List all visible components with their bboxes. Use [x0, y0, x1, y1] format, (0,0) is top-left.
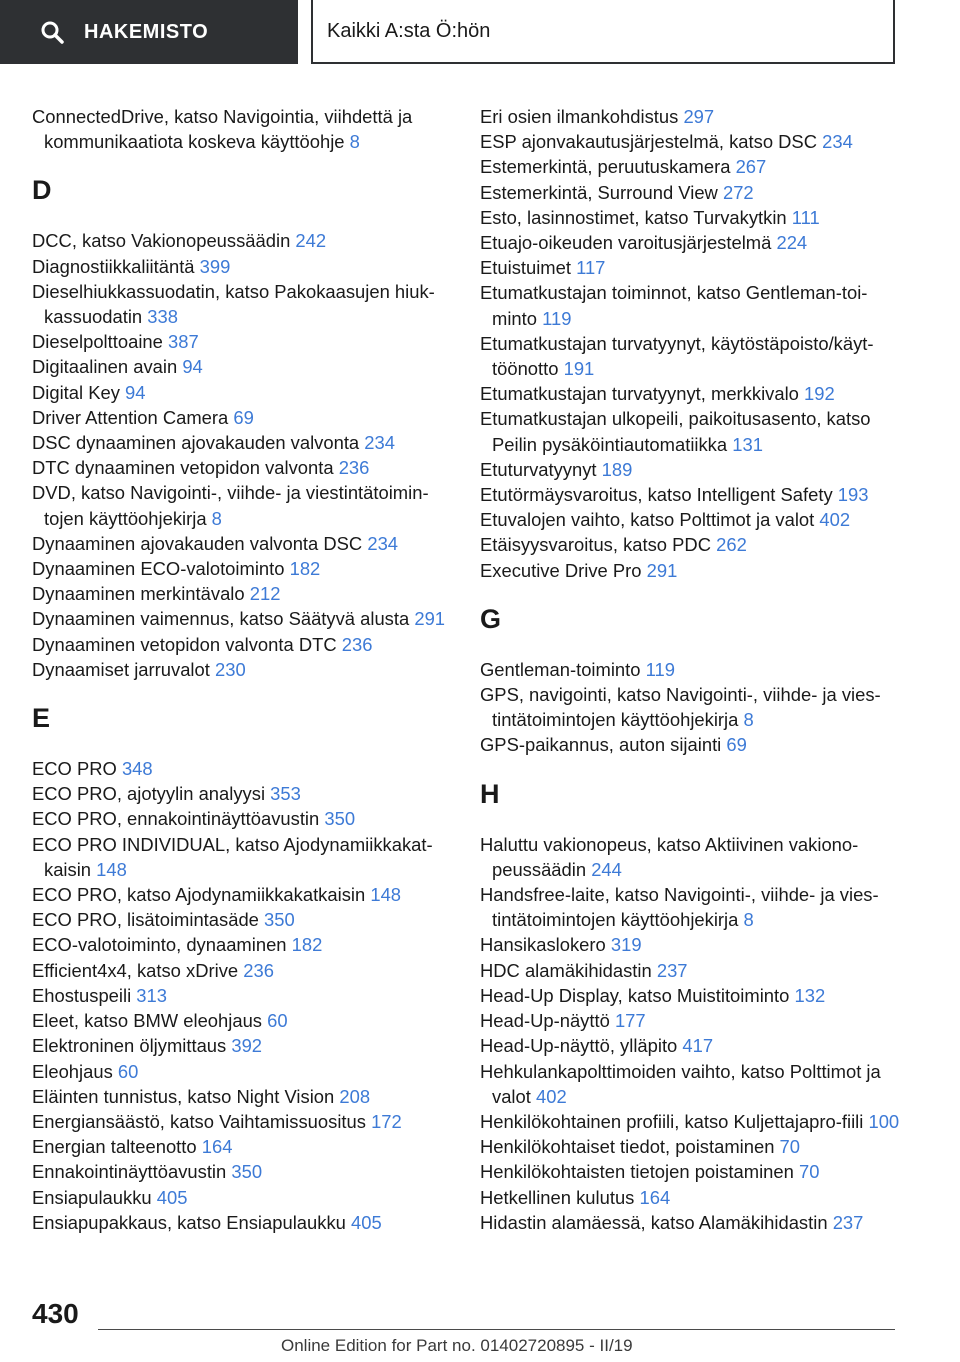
index-entry-text: Hansikaslokero: [480, 934, 606, 956]
index-entry-text: Eri osien ilmankohdistus: [480, 106, 679, 127]
index-entry-text: Dynaaminen ECO-valotoiminto: [32, 558, 285, 580]
index-entry: [32, 1109, 462, 1134]
index-entry: [32, 430, 462, 455]
index-entry: [480, 457, 900, 482]
index-entry-text: Eleohjaus: [32, 1060, 113, 1082]
page-link[interactable]: 182: [289, 558, 321, 580]
index-entry-text: ECO PRO, ajotyylin analyysi: [32, 783, 266, 805]
page-link[interactable]: 267: [735, 156, 767, 178]
page-link[interactable]: 164: [201, 1136, 233, 1158]
page-link[interactable]: 177: [614, 1010, 646, 1032]
index-column-left: [32, 104, 462, 1235]
index-entry-text: Etuturvatyynyt: [480, 458, 597, 480]
index-entry-text: Henkilökohtaiset tiedot, poistaminen: [480, 1136, 775, 1158]
index-entry: [480, 255, 900, 280]
index-entry: [480, 1059, 900, 1109]
index-entry-text: Elektroninen öljymittaus: [32, 1035, 227, 1057]
index-entry-text: Executive Drive Pro: [480, 559, 642, 581]
page-number: 430: [32, 1298, 79, 1329]
index-entry-text: Digitaalinen avain: [32, 356, 178, 378]
index-entry-text: Ensiapulaukku: [32, 1186, 152, 1208]
page-link[interactable]: 60: [267, 1010, 288, 1032]
index-entry: [480, 280, 900, 330]
index-entry: [32, 556, 462, 581]
index-entry-text: Handsfree-laite, katso Navigointi-, viihde- ja vies-tintätoimintojen käyttöohjekirja: [480, 884, 879, 931]
page-link[interactable]: 392: [231, 1035, 263, 1057]
index-column-right: [480, 104, 900, 1235]
page-link[interactable]: 319: [610, 934, 642, 956]
page-link[interactable]: 208: [339, 1085, 371, 1107]
index-entry-text: Dynaamiset jarruvalot: [32, 658, 210, 680]
index-entry: [32, 1134, 462, 1159]
page-link[interactable]: 117: [576, 257, 606, 279]
index-entry-text: HDC alamäkihidastin: [480, 959, 652, 981]
index-entry-text: Estemerkintä, peruutuskamera: [480, 156, 731, 178]
index-entry-text: ECO PRO: [32, 758, 117, 780]
page-link[interactable]: 193: [837, 484, 869, 506]
page-link[interactable]: 172: [371, 1110, 402, 1132]
index-entry-text: Dieselpolttoaine: [32, 331, 163, 353]
page-link[interactable]: 244: [591, 858, 622, 880]
index-entry: [480, 958, 900, 983]
index-entry-text: Head-Up-näyttö, ylläpito: [480, 1035, 678, 1057]
index-entry: [480, 1033, 900, 1058]
index-entry-text: Head-Up Display, katso Muistitoiminto: [480, 984, 790, 1006]
page-link[interactable]: 212: [249, 583, 281, 605]
index-entry: [32, 781, 462, 806]
index-entry-text: Hetkellinen kulutus: [480, 1186, 635, 1208]
page-link[interactable]: 132: [794, 984, 826, 1006]
index-entry: [32, 806, 462, 831]
index-entry: [480, 657, 900, 682]
index-entry: [32, 932, 462, 957]
index-entry: [32, 907, 462, 932]
page-link[interactable]: 350: [231, 1161, 263, 1183]
index-entry: [32, 1185, 462, 1210]
page-link[interactable]: 60: [117, 1060, 139, 1082]
page-link[interactable]: 70: [779, 1136, 801, 1158]
index-entry-text: ECO PRO INDIVIDUAL, katso Ajodynamiikkakat-kaisin: [32, 833, 433, 880]
page-link[interactable]: 237: [656, 959, 688, 981]
index-entry: [480, 180, 900, 205]
index-entry: [480, 1185, 900, 1210]
index-entry: [480, 1159, 900, 1184]
page-link[interactable]: 297: [683, 106, 715, 127]
index-entry: [32, 1033, 462, 1058]
index-entry-text: Driver Attention Camera: [32, 406, 229, 428]
page-link[interactable]: 224: [776, 232, 808, 254]
index-entry: [480, 482, 900, 507]
page-link[interactable]: 236: [338, 457, 370, 479]
index-entry-text: DCC, katso Vakionopeussäädin: [32, 230, 291, 252]
page-link[interactable]: 338: [147, 306, 178, 328]
index-letter-heading: H: [480, 778, 500, 809]
index-entry: [32, 581, 462, 606]
page-link[interactable]: 291: [414, 608, 446, 630]
page-link[interactable]: 70: [798, 1161, 820, 1183]
page-link[interactable]: 236: [243, 959, 274, 981]
index-entry-text: Esto, lasinnostimet, katso Turvakytkin: [480, 206, 787, 228]
index-entry: [32, 1159, 462, 1184]
index-entry-text: GPS, navigointi, katso Navigointi-, viihde- ja vies-tintätoimintojen käyttöohjekirja: [480, 684, 881, 731]
index-entry: [480, 832, 900, 882]
index-entry-text: Etäisyysvaroitus, katso PDC: [480, 534, 711, 556]
page-link[interactable]: 399: [199, 255, 231, 277]
index-entry-text: Henkilökohtainen profiili, katso Kuljettajapro-fiili: [480, 1110, 864, 1132]
index-entry-text: Diagnostiikkaliitäntä: [32, 255, 195, 277]
index-entry: [32, 1084, 462, 1109]
index-entry: [32, 455, 462, 480]
index-entry: [480, 406, 900, 456]
index-entry-text: Hehkulankapolttimoiden vaihto, katso Polttimot ja valot: [480, 1060, 881, 1107]
page-link[interactable]: 237: [832, 1211, 864, 1233]
index-entry-text: Dynaaminen merkintävalo: [32, 583, 245, 605]
page-link[interactable]: 8: [743, 909, 754, 931]
index-entry-text: Dynaaminen vaimennus, katso Säätyvä alusta: [32, 608, 410, 630]
page-link[interactable]: 8: [743, 709, 754, 731]
index-entry-text: Hidastin alamäessä, katso Alamäkihidastin: [480, 1211, 828, 1233]
index-entry: [480, 1134, 900, 1159]
index-entry: [32, 606, 462, 631]
index-entry: [480, 532, 900, 557]
page-link[interactable]: 313: [136, 984, 167, 1006]
page-link[interactable]: 405: [156, 1186, 188, 1208]
page-link[interactable]: 191: [563, 358, 595, 380]
index-entry: [480, 230, 900, 255]
page-link[interactable]: 417: [682, 1035, 714, 1057]
page-link[interactable]: 192: [804, 383, 835, 405]
page-link[interactable]: 291: [646, 559, 678, 581]
index-entry-text: Dynaaminen ajovakauden valvonta DSC: [32, 532, 363, 554]
index-entry-text: Energiansäästö, katso Vaihtamissuositus: [32, 1110, 366, 1132]
index-entry: [32, 657, 462, 682]
page-link[interactable]: 189: [601, 458, 633, 480]
index-entry: [480, 129, 900, 154]
index-entry-text: ECO PRO, katso Ajodynamiikkakatkaisin: [32, 884, 366, 906]
index-entry: [480, 932, 900, 957]
page-link[interactable]: 69: [726, 734, 747, 756]
index-entry-text: Dynaaminen vetopidon valvonta DTC: [32, 633, 337, 655]
index-entry: [32, 279, 462, 329]
page-link[interactable]: 234: [364, 432, 395, 454]
index-entry-text: Dieselhiukkassuodatin, katso Pakokaasujen hiuk-kassuodatin: [32, 280, 435, 328]
page-link[interactable]: 234: [367, 532, 399, 554]
page-link[interactable]: 272: [722, 181, 754, 203]
page-link[interactable]: 182: [291, 934, 323, 956]
index-entry-text: Etumatkustajan turvatyynyt, merkkivalo: [480, 383, 799, 405]
index-entry-text: Ehostuspeili: [32, 984, 132, 1006]
page-link[interactable]: 350: [264, 909, 295, 931]
index-entry: [480, 507, 900, 532]
index-entry: [32, 329, 462, 354]
top-navigation-bar: [0, 0, 960, 66]
index-entry: [32, 104, 462, 154]
index-entry-text: Etuvalojen vaihto, katso Polttimot ja valot: [480, 509, 815, 531]
index-entry: [480, 983, 900, 1008]
index-entry: [480, 381, 900, 406]
page-link[interactable]: 387: [168, 331, 199, 353]
index-entry-text: Haluttu vakionopeus, katso Aktiivinen vakiono-peussäädin: [480, 833, 859, 880]
index-entry: [32, 632, 462, 657]
index-button-label: HAKEMISTO: [84, 20, 209, 43]
page-link[interactable]: 234: [822, 131, 853, 153]
index-entry-text: Efficient4x4, katso xDrive: [32, 959, 239, 981]
footer-divider: [98, 1329, 895, 1330]
index-entry-text: Estemerkintä, Surround View: [480, 181, 718, 203]
index-entry: [32, 882, 462, 907]
index-entry-text: Digital Key: [32, 381, 120, 403]
index-entry: [480, 1109, 900, 1134]
page-link[interactable]: 230: [214, 658, 246, 680]
page-link[interactable]: 148: [370, 884, 402, 906]
page-link[interactable]: 94: [125, 381, 146, 403]
page-link[interactable]: 236: [341, 633, 373, 655]
index-entry: [32, 531, 462, 556]
page-link[interactable]: 8: [349, 131, 360, 153]
search-icon: [40, 20, 64, 44]
index-entry: [32, 1059, 462, 1084]
index-entry-text: ConnectedDrive, katso Navigointia, viihdettä ja kommunikaatiota koskeva käyttöohje: [32, 106, 413, 153]
page-link[interactable]: 148: [96, 858, 127, 880]
index-letter-heading: G: [480, 603, 502, 634]
page-link[interactable]: 94: [182, 356, 203, 378]
index-entry: [480, 331, 900, 381]
index-entry: [480, 1210, 900, 1235]
edition-text: Online Edition for Part no. 01402720895 - II/19: [281, 1336, 633, 1355]
page-link[interactable]: 131: [732, 433, 763, 455]
page-link[interactable]: 405: [351, 1211, 382, 1233]
page-link[interactable]: 262: [716, 534, 747, 556]
index-entry: [480, 205, 900, 230]
index-entry-text: ECO PRO, ennakointinäyttöavustin: [32, 808, 320, 830]
index-letter-heading: E: [32, 703, 51, 734]
index-entry-text: Etutörmäysvaroitus, katso Intelligent Safety: [480, 484, 833, 506]
index-entry: [32, 1210, 462, 1235]
index-entry-text: Energian talteenotto: [32, 1136, 197, 1158]
index-entry: [480, 682, 900, 732]
index-entry-text: ECO-valotoiminto, dynaaminen: [32, 934, 287, 956]
index-entry: [480, 882, 900, 932]
page-link[interactable]: 100: [868, 1110, 900, 1132]
page-link[interactable]: 119: [645, 658, 675, 680]
page-link[interactable]: 8: [211, 507, 222, 529]
index-entry-text: Etuistuimet: [480, 257, 571, 279]
index-entry: [32, 1008, 462, 1033]
index-entry-text: ESP ajonvakautusjärjestelmä, katso DSC: [480, 131, 817, 153]
page-link[interactable]: 402: [535, 1085, 567, 1107]
page-link[interactable]: 353: [270, 783, 301, 805]
index-entry: [32, 958, 462, 983]
page-link[interactable]: 164: [639, 1186, 671, 1208]
index-entry-text: Etumatkustajan turvatyynyt, käytöstäpoisto/käyt-töönotto: [480, 332, 874, 380]
page-link[interactable]: 348: [121, 758, 153, 780]
index-button[interactable]: [0, 0, 298, 64]
index-letter-heading: D: [32, 175, 52, 206]
page-link[interactable]: 69: [233, 406, 254, 428]
index-entry-text: DSC dynaaminen ajovakauden valvonta: [32, 432, 360, 454]
index-entry: [32, 228, 462, 253]
index-entry: [32, 756, 462, 781]
page-link[interactable]: 402: [819, 509, 851, 531]
index-entry: [32, 480, 462, 530]
page-link[interactable]: 111: [791, 206, 820, 228]
index-entry-text: Etumatkustajan ulkopeili, paikoitusasento, katso Peilin pysäköintiautomatiikka: [480, 408, 871, 455]
index-entry: [32, 354, 462, 379]
all-a-to-o-button[interactable]: [311, 0, 895, 64]
index-entry: [32, 380, 462, 405]
index-entry: [480, 1008, 900, 1033]
index-entry-text: Head-Up-näyttö: [480, 1010, 610, 1032]
all-a-to-o-label: Kaikki A:sta Ö:hön: [327, 19, 491, 42]
page-link[interactable]: 350: [324, 808, 356, 830]
index-entry-text: DTC dynaaminen vetopidon valvonta: [32, 457, 334, 479]
index-entry: [32, 254, 462, 279]
index-entry: [32, 832, 462, 882]
index-entry-text: Etuajo-oikeuden varoitusjärjestelmä: [480, 232, 772, 254]
index-entry: [480, 558, 900, 583]
index-entry: [480, 104, 900, 129]
index-entry: [480, 732, 900, 757]
index-entry-text: ECO PRO, lisätoimintasäde: [32, 909, 259, 931]
index-entry: [32, 405, 462, 430]
index-entry-text: Ennakointinäyttöavustin: [32, 1161, 227, 1183]
index-entry: [480, 154, 900, 179]
index-entry-text: Ensiapupakkaus, katso Ensiapulaukku: [32, 1211, 346, 1233]
index-entry-text: Henkilökohtaisten tietojen poistaminen: [480, 1161, 794, 1183]
page-link[interactable]: 242: [295, 230, 327, 252]
index-entry-text: Eläinten tunnistus, katso Night Vision: [32, 1085, 335, 1107]
index-entry-text: Etumatkustajan toiminnot, katso Gentleman-toi-minto: [480, 282, 868, 329]
index-entry-text: GPS-paikannus, auton sijainti: [480, 734, 722, 756]
page-link[interactable]: 119: [542, 307, 572, 329]
index-entry-text: Gentleman-toiminto: [480, 658, 641, 680]
index-entry-text: Eleet, katso BMW eleohjaus: [32, 1010, 262, 1032]
index-entry: [32, 983, 462, 1008]
index-entry-text: DVD, katso Navigointi-, viihde- ja viestintätoimin-tojen käyttöohjekirja: [32, 482, 429, 529]
